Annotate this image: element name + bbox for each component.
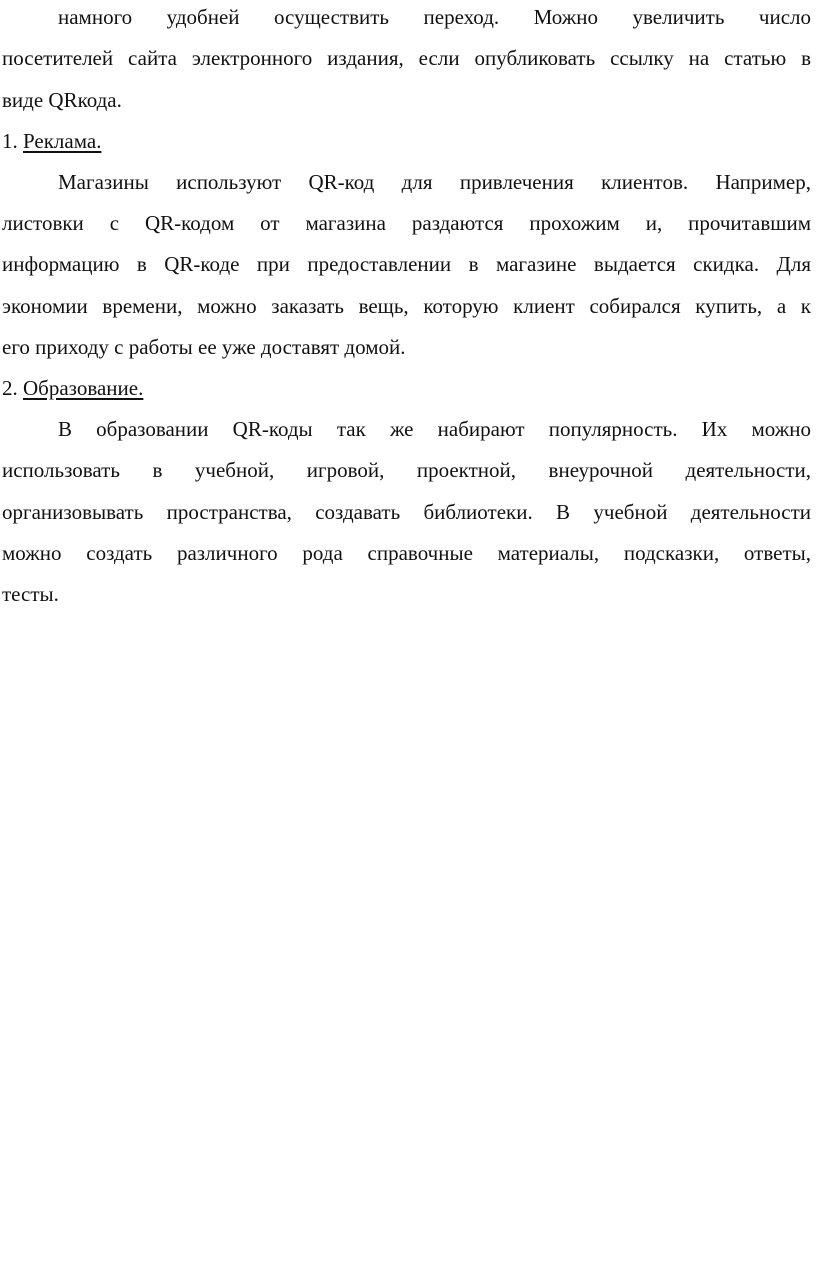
section-heading-education [2,375,811,401]
paragraph-line: тесты. [2,582,59,606]
paragraph-line: можно создать различного рода справочные материалы, подсказки, ответы, [2,541,811,565]
paragraph-line: виде QRкода. [2,88,122,112]
heading-title: Образование. [23,376,144,400]
paragraph-line: В образовании QR-коды так же набирают популярность. Их можно [58,417,811,441]
section-heading-advertising [2,128,811,154]
paragraph-line: посетителей сайта электронного издания, если опубликовать ссылку на статью в [2,46,811,70]
paragraph-line: экономии времени, можно заказать вещь, которую клиент собирался купить, а к [2,294,811,318]
paragraph-line: намного удобней осуществить переход. Можно увеличить число [58,5,811,29]
paragraph-line: информацию в QR-коде при предоставлении в магазине выдается скидка. Для [2,252,811,276]
paragraph-line: использовать в учебной, игровой, проектной, внеурочной деятельности, [2,458,811,482]
paragraph-line: организовывать пространства, создавать библиотеки. В учебной деятельности [2,500,811,524]
heading-number: 2. [2,376,18,400]
paragraph-line: его приходу с работы ее уже доставят домой. [2,335,406,359]
heading-title: Реклама. [23,129,102,153]
heading-number: 1. [2,129,18,153]
paragraph-line: Магазины используют QR-код для привлечения клиентов. Например, [58,170,811,194]
paragraph-line: листовки с QR-кодом от магазина раздаются прохожим и, прочитавшим [2,211,811,235]
